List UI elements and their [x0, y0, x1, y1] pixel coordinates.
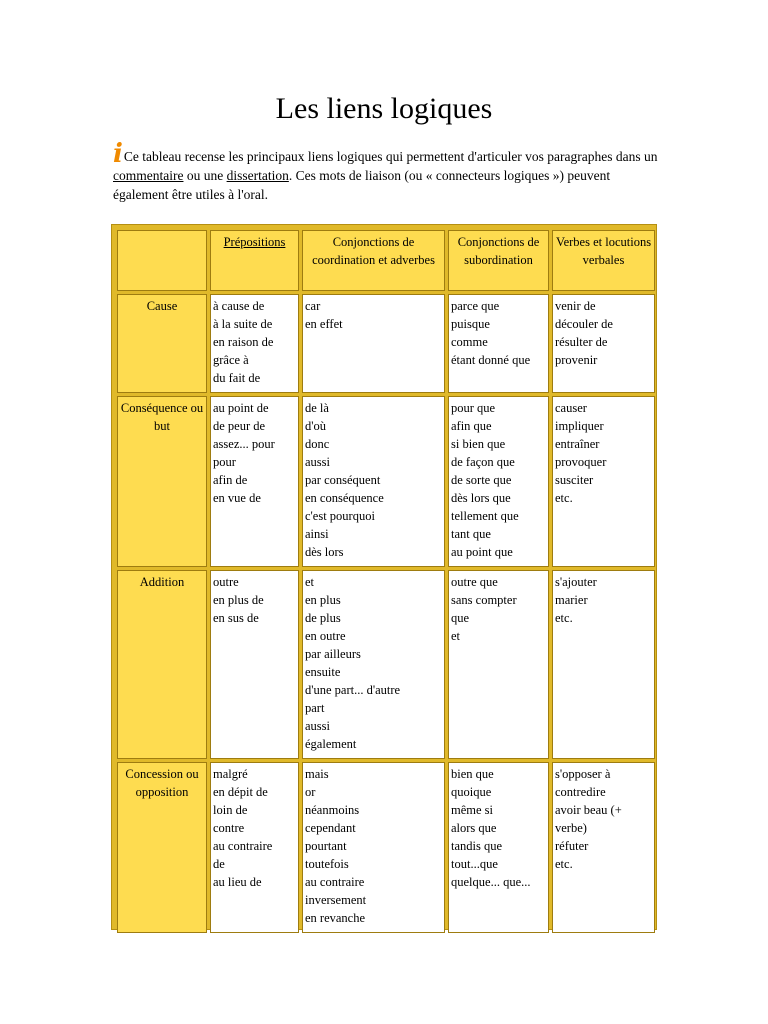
cell-line: en outre — [305, 629, 346, 643]
logical-links-table — [114, 227, 658, 936]
cell-line: de sorte que — [451, 473, 512, 487]
cell-line: par conséquent — [305, 473, 381, 487]
table-row — [117, 762, 655, 933]
cell-line: car — [305, 299, 321, 313]
cell-line: etc. — [555, 857, 573, 871]
cell-line: s'ajouter — [555, 575, 597, 589]
cell-line: en raison de — [213, 335, 274, 349]
cell-line: de peur de — [213, 419, 266, 433]
cell-line: bien que — [451, 767, 494, 781]
cell-line: venir de — [555, 299, 596, 313]
table-body — [117, 294, 655, 933]
cell-line: au lieu de — [213, 875, 262, 889]
cell-line: afin que — [451, 419, 492, 433]
header-empty-cell — [117, 230, 207, 291]
cell-line: donc — [305, 437, 330, 451]
cell-line: même si — [451, 803, 494, 817]
table-row — [117, 570, 655, 759]
cell-line: aussi — [305, 455, 330, 469]
table-row — [117, 294, 655, 393]
cell-line: outre que — [451, 575, 498, 589]
cell-line: pourtant — [305, 839, 347, 853]
cell-line: en dépit de — [213, 785, 268, 799]
cell-line: sans compter — [451, 593, 517, 607]
row-label: Cause — [117, 294, 207, 393]
cell-line: puisque — [451, 317, 490, 331]
cell-line: cependant — [305, 821, 356, 835]
cell-line: et — [451, 629, 461, 643]
cell-line: d'où — [305, 419, 327, 433]
cell-line: susciter — [555, 473, 594, 487]
cell-line: quelque... que... — [451, 875, 531, 889]
dissertation-link[interactable]: dissertation — [226, 168, 289, 183]
cell-line: contre — [213, 821, 245, 835]
cell-line: dès lors que — [451, 491, 511, 505]
header-verbes: Verbes et locutions verbales — [552, 230, 655, 291]
table-row — [117, 396, 655, 567]
cell-line: en plus de — [213, 593, 264, 607]
cell-line: provoquer — [555, 455, 607, 469]
cell-line: contredire — [555, 785, 606, 799]
cell-prepositions — [210, 396, 299, 567]
cell-line: c'est pourquoi — [305, 509, 375, 523]
cell-line: etc. — [555, 611, 573, 625]
cell-subordination — [448, 294, 549, 393]
commentaire-link[interactable]: commentaire — [113, 168, 184, 183]
cell-line: avoir beau (+ — [555, 803, 622, 817]
cell-line: grâce à — [213, 353, 249, 367]
cell-prepositions — [210, 294, 299, 393]
cell-line: également — [305, 737, 357, 751]
cell-line: réfuter — [555, 839, 589, 853]
cell-line: etc. — [555, 491, 573, 505]
cell-line: étant donné que — [451, 353, 531, 367]
cell-line: aussi — [305, 719, 330, 733]
cell-line: et — [305, 575, 315, 589]
cell-line: marier — [555, 593, 588, 607]
row-label: Addition — [117, 570, 207, 759]
cell-line: mais — [305, 767, 329, 781]
cell-line: en vue de — [213, 491, 261, 505]
cell-line: pour que — [451, 401, 496, 415]
cell-verbes — [552, 294, 655, 393]
cell-line: quoique — [451, 785, 492, 799]
logical-links-table-frame — [111, 224, 657, 930]
cell-prepositions — [210, 570, 299, 759]
cell-verbes — [552, 570, 655, 759]
cell-line: au point que — [451, 545, 513, 559]
cell-line: de plus — [305, 611, 341, 625]
cell-line: en conséquence — [305, 491, 384, 505]
cell-line: au point de — [213, 401, 269, 415]
page-title: Les liens logiques — [275, 92, 493, 125]
cell-line: provenir — [555, 353, 598, 367]
cell-line: tandis que — [451, 839, 503, 853]
intro-text-2: ou une — [183, 168, 227, 183]
header-prepositions — [210, 230, 299, 291]
intro-text-1: Ce tableau recense les principaux liens logiques qui permettent d'articuler vos paragraphes dans un — [123, 149, 658, 164]
cell-line: en plus — [305, 593, 341, 607]
cell-line: impliquer — [555, 419, 604, 433]
cell-line: de façon que — [451, 455, 515, 469]
cell-subordination — [448, 570, 549, 759]
header-subordination: Conjonctions de subordination — [448, 230, 549, 291]
cell-line: que — [451, 611, 470, 625]
cell-verbes — [552, 762, 655, 933]
row-label: Conséquence ou but — [117, 396, 207, 567]
cell-line: de — [213, 857, 225, 871]
cell-line: résulter de — [555, 335, 608, 349]
cell-line: alors que — [451, 821, 497, 835]
cell-line: au contraire — [305, 875, 365, 889]
cell-line: comme — [451, 335, 488, 349]
intro-paragraph — [113, 139, 658, 204]
cell-coordination — [302, 762, 445, 933]
cell-line: en sus de — [213, 611, 259, 625]
cell-line: assez... pour — [213, 437, 275, 451]
cell-line: découler de — [555, 317, 613, 331]
cell-line: part — [305, 701, 325, 715]
cell-line: de là — [305, 401, 329, 415]
cell-line: pour — [213, 455, 236, 469]
cell-line: malgré — [213, 767, 248, 781]
cell-line: s'opposer à — [555, 767, 611, 781]
cell-line: en effet — [305, 317, 343, 331]
cell-verbes — [552, 396, 655, 567]
cell-line: tant que — [451, 527, 491, 541]
cell-line: toutefois — [305, 857, 349, 871]
cell-line: par ailleurs — [305, 647, 361, 661]
cell-line: ensuite — [305, 665, 341, 679]
header-coordination: Conjonctions de coordination et adverbes — [302, 230, 445, 291]
table-header-row — [117, 230, 655, 291]
cell-line: au contraire — [213, 839, 273, 853]
cell-line: entraîner — [555, 437, 600, 451]
cell-line: or — [305, 785, 316, 799]
cell-line: ainsi — [305, 527, 329, 541]
row-label: Concession ou opposition — [117, 762, 207, 933]
cell-subordination — [448, 762, 549, 933]
cell-line: inversement — [305, 893, 367, 907]
cell-line: en revanche — [305, 911, 366, 925]
cell-line: loin de — [213, 803, 248, 817]
cell-line: à la suite de — [213, 317, 273, 331]
cell-coordination — [302, 570, 445, 759]
cell-line: néanmoins — [305, 803, 360, 817]
intro-text-3: . Ces mots de liaison (ou « connecteurs logiques ») peuvent également être utiles à l'oral. — [113, 168, 611, 202]
cell-line: afin de — [213, 473, 248, 487]
cell-line: du fait de — [213, 371, 261, 385]
info-icon: i — [113, 139, 123, 169]
cell-line: dès lors — [305, 545, 344, 559]
cell-coordination — [302, 396, 445, 567]
cell-line: verbe) — [555, 821, 587, 835]
cell-coordination — [302, 294, 445, 393]
cell-line: à cause de — [213, 299, 265, 313]
cell-line: d'une part... d'autre — [305, 683, 401, 697]
cell-line: parce que — [451, 299, 500, 313]
cell-line: outre — [213, 575, 239, 589]
cell-line: si bien que — [451, 437, 506, 451]
header-prepositions-label: Prépositions — [223, 235, 286, 249]
cell-subordination — [448, 396, 549, 567]
cell-line: causer — [555, 401, 587, 415]
cell-prepositions — [210, 762, 299, 933]
cell-line: tout...que — [451, 857, 498, 871]
cell-line: tellement que — [451, 509, 519, 523]
